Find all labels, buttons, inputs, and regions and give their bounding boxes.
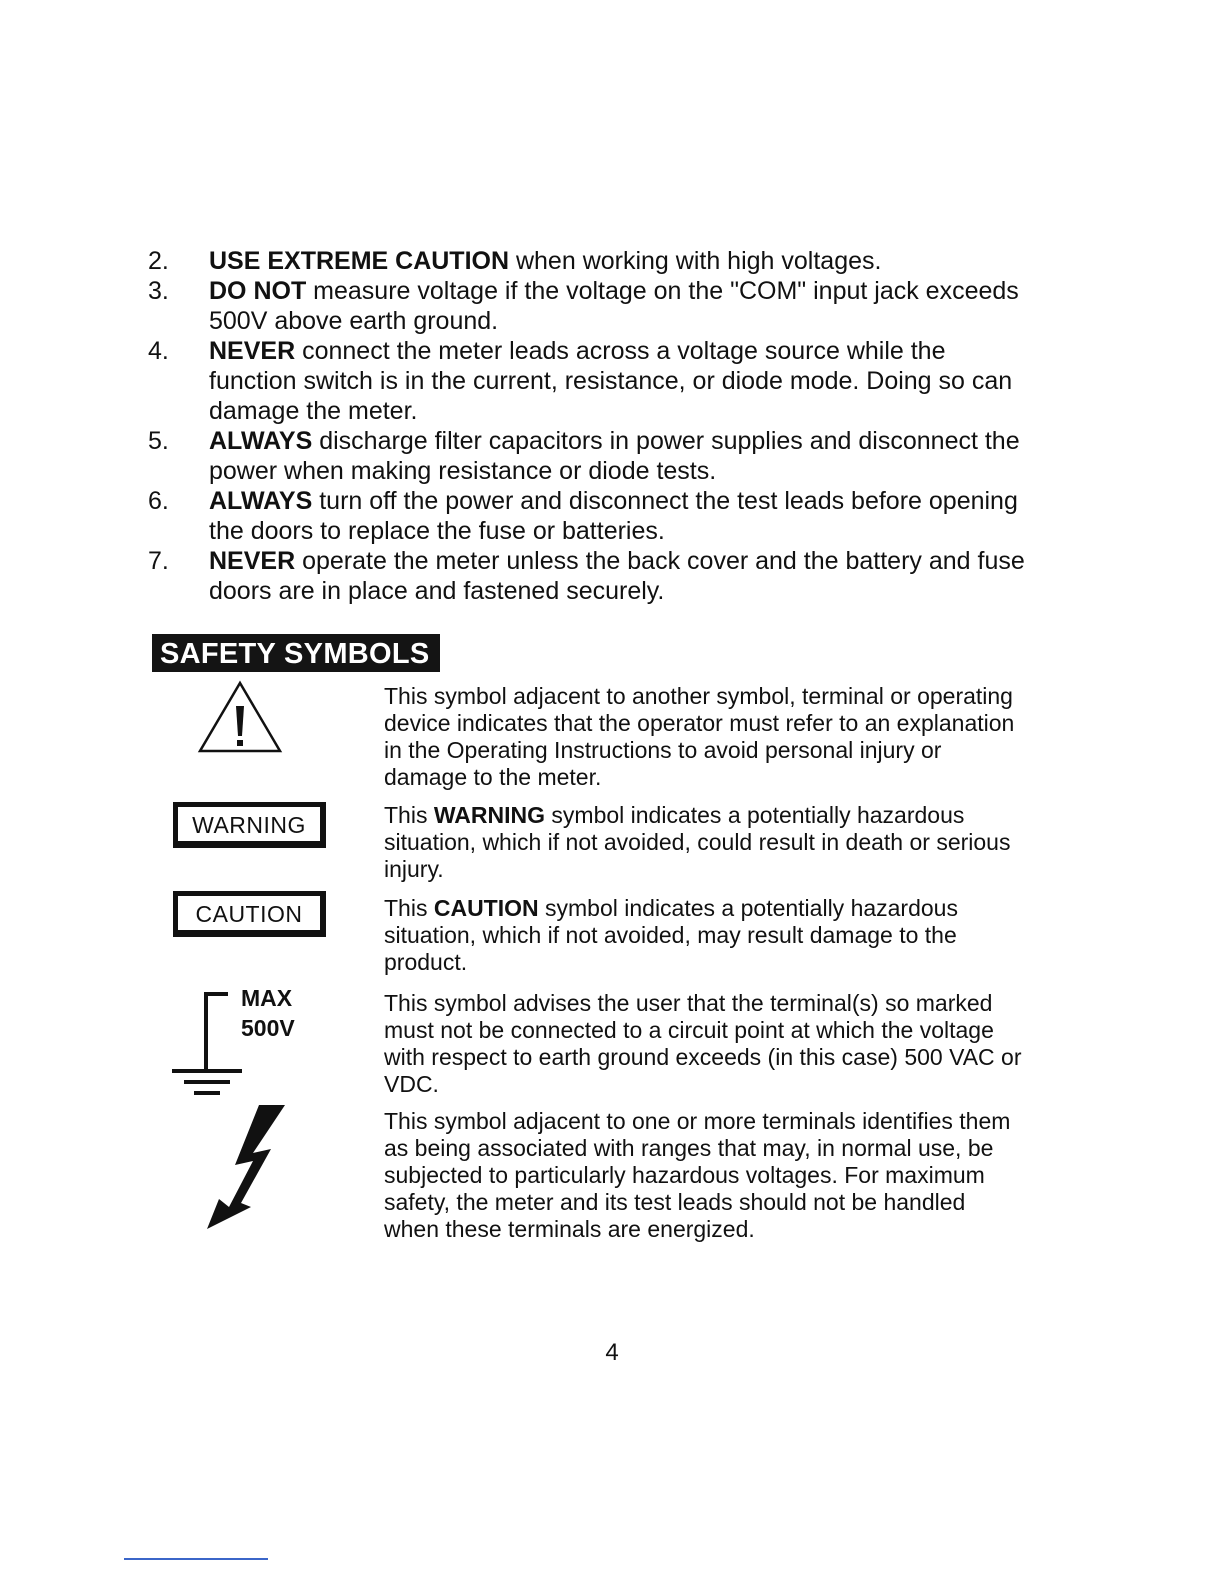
rule-number: 5. bbox=[148, 427, 169, 455]
rule-emphasis: DO NOT bbox=[209, 277, 307, 305]
desc-pre: This bbox=[384, 802, 434, 828]
rule-emphasis: USE EXTREME CAUTION bbox=[209, 247, 510, 275]
rule-text: discharge filter capacitors in power supplies and disconnect the power when making resistance or diode tests. bbox=[209, 427, 1020, 485]
rule-number: 6. bbox=[148, 487, 169, 515]
desc-pre: This bbox=[384, 895, 434, 921]
desc-post: symbol indicates a potentially hazardous situation, which if not avoided, could result in death or serious injury. bbox=[384, 802, 1011, 882]
desc-post: symbol indicates a potentially hazardous situation, which if not avoided, may result damage to the product. bbox=[384, 895, 958, 975]
symbol-description: This symbol advises the user that the terminal(s) so marked must not be connected to a circuit point at which the voltage with respect to earth ground exceeds (in this case) 500 VAC or VDC. bbox=[384, 990, 1022, 1097]
warning-label-box: WARNING bbox=[173, 802, 326, 848]
rule-text: turn off the power and disconnect the test leads before opening the doors to replace the fuse or batteries. bbox=[209, 487, 1018, 545]
warning-triangle-icon bbox=[197, 680, 283, 755]
rule-number: 7. bbox=[148, 547, 169, 575]
rule-text: when working with high voltages. bbox=[509, 247, 882, 275]
rule-item bbox=[0, 426, 1029, 486]
earth-ground-icon bbox=[170, 989, 246, 1107]
symbol-description: This symbol adjacent to another symbol, terminal or operating device indicates that the operator must refer to an explanation in the Operating Instructions to avoid personal injury or damage to the meter. bbox=[384, 683, 1015, 790]
rule-item bbox=[0, 276, 1029, 336]
rule-item bbox=[0, 486, 1029, 546]
safety-rules-list bbox=[0, 246, 1224, 606]
max-label: MAX bbox=[241, 985, 293, 1011]
lightning-bolt-icon bbox=[197, 1103, 293, 1231]
rule-number: 3. bbox=[148, 277, 169, 305]
rule-text: measure voltage if the voltage on the "COM" input jack exceeds 500V above earth ground. bbox=[209, 277, 1019, 335]
caution-label-box: CAUTION bbox=[173, 891, 326, 937]
symbol-description: This symbol adjacent to one or more terminals identifies them as being associated with ranges that may, in normal use, be subjected to particularly hazardous voltages. For maximum safety, the meter and its test leads should not be handled when these terminals are energized. bbox=[384, 1108, 1011, 1242]
section-heading-safety-symbols: SAFETY SYMBOLS bbox=[152, 634, 440, 672]
rule-number: 4. bbox=[148, 337, 169, 365]
rule-emphasis: ALWAYS bbox=[209, 427, 313, 455]
rule-text: connect the meter leads across a voltage source while the function switch is in the current, resistance, or diode mode. Doing so can damage the meter. bbox=[209, 337, 1013, 425]
page-number: 4 bbox=[605, 1339, 619, 1366]
symbol-description bbox=[384, 802, 1024, 883]
rule-text: operate the meter unless the back cover and the battery and fuse doors are in place and fastened securely. bbox=[209, 547, 1025, 605]
rule-emphasis: NEVER bbox=[209, 547, 296, 575]
rule-emphasis: ALWAYS bbox=[209, 487, 313, 515]
rule-item bbox=[0, 546, 1029, 606]
desc-bold: WARNING bbox=[433, 802, 546, 828]
symbol-description bbox=[384, 895, 1024, 976]
voltage-label: 500V bbox=[241, 1015, 295, 1041]
rule-emphasis: NEVER bbox=[209, 337, 296, 365]
footer-divider bbox=[124, 1558, 268, 1560]
desc-bold: CAUTION bbox=[433, 895, 539, 921]
rule-item bbox=[0, 336, 1029, 426]
rule-item bbox=[0, 246, 1029, 276]
rule-number: 2. bbox=[148, 247, 169, 275]
